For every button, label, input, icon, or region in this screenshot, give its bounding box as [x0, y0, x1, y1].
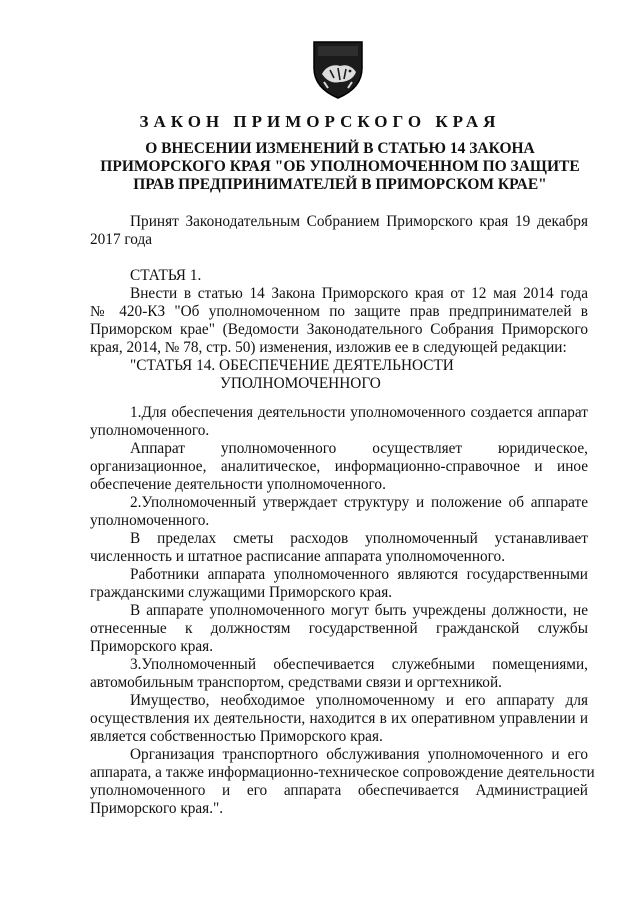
paragraph-line: отнесенные к должностям государственной гражданской службы — [90, 620, 588, 637]
paragraph-line: является собственностью Приморского края. — [90, 728, 383, 745]
paragraph-line: В пределах сметы расходов уполномоченный устанавливает — [130, 530, 588, 547]
paragraph-line: Работники аппарата уполномоченного являются государственными — [130, 566, 588, 583]
paragraph-line: 3.Уполномоченный обеспечивается служебными помещениями, — [130, 656, 588, 673]
paragraph-line: 1.Для обеспечения деятельности уполномоченного создается аппарат — [130, 404, 588, 421]
law-title: ЗАКОН ПРИМОРСКОГО КРАЯ — [139, 112, 501, 131]
primorsky-krai-coat-of-arms-icon — [310, 38, 366, 100]
article-1 — [90, 267, 588, 393]
paragraph — [90, 440, 588, 494]
article-14-body — [90, 404, 595, 818]
paragraph-line: Имущество, необходимое уполномоченному и его аппарату для — [130, 692, 588, 709]
adoption-line: Принят Законодательным Собранием Приморского края 19 декабря — [130, 213, 588, 230]
paragraph-line: уполномоченного. — [90, 422, 210, 439]
article-intro-line: края, 2014, № 78, стр. 50) изменения, изложив ее в следующей редакции: — [90, 339, 567, 356]
paragraph-line: организационное, аналитическое, информационно-справочное и иное — [90, 458, 588, 475]
paragraph-line: Аппарат уполномоченного осуществляет юридическое, — [130, 440, 588, 457]
paragraph-line: 2.Уполномоченный утверждает структуру и положение об аппарате — [130, 494, 588, 511]
adoption-note — [90, 213, 588, 249]
paragraph — [90, 602, 588, 656]
paragraph — [90, 566, 588, 602]
article-intro-line: Внести в статью 14 Закона Приморского края от 12 мая 2014 года — [130, 285, 588, 302]
paragraph — [90, 692, 588, 746]
paragraph-line: обеспечение деятельности уполномоченного. — [90, 476, 386, 493]
paragraph-line: автомобильным транспортом, средствами связи и оргтехникой. — [90, 674, 502, 691]
subtitle-line: ПРИМОРСКОГО КРАЯ "ОБ УПОЛНОМОЧЕННОМ ПО ЗАЩИТЕ — [100, 158, 580, 175]
paragraph-line: уполномоченного и его аппарата обеспечивается Администрацией — [90, 782, 588, 799]
paragraph — [90, 530, 588, 566]
article-intro-line: № 420-КЗ "Об уполномоченном по защите прав предпринимателей в — [90, 303, 588, 320]
paragraph-line: Приморского края.". — [90, 800, 224, 817]
paragraph — [90, 656, 588, 692]
paragraph — [90, 746, 595, 818]
paragraph-line: гражданскими служащими Приморского края. — [90, 584, 393, 601]
paragraph-line: аппарата, а также информационно-техническое сопровождение деятельности — [90, 764, 595, 781]
adoption-line: 2017 года — [90, 231, 153, 248]
paragraph-line: Приморского края. — [90, 638, 214, 655]
paragraph — [90, 404, 588, 440]
paragraph-line: Организация транспортного обслуживания уполномоченного и его — [130, 746, 588, 763]
article-intro-line: Приморском крае" (Ведомости Законодательного Собрания Приморского — [90, 321, 588, 338]
new-article-heading: "СТАТЬЯ 14. ОБЕСПЕЧЕНИЕ ДЕЯТЕЛЬНОСТИ — [130, 357, 454, 374]
subtitle-line: О ВНЕСЕНИИ ИЗМЕНЕНИЙ В СТАТЬЮ 14 ЗАКОНА — [145, 140, 535, 157]
paragraph-line: осуществления их деятельности, находится в их оперативном управлении и — [90, 710, 588, 727]
subtitle-line: ПРАВ ПРЕДПРИНИМАТЕЛЕЙ В ПРИМОРСКОМ КРАЕ" — [133, 176, 547, 193]
law-subtitle — [90, 140, 590, 194]
paragraph-line: В аппарате уполномоченного могут быть учреждены должности, не — [130, 602, 588, 619]
new-article-heading-cont: УПОЛНОМОЧЕННОГО — [220, 375, 381, 392]
paragraph — [90, 494, 588, 530]
paragraph-line: уполномоченного. — [90, 512, 210, 529]
article-heading: СТАТЬЯ 1. — [130, 267, 202, 284]
paragraph-line: численность и штатное расписание аппарата уполномоченного. — [90, 548, 506, 565]
